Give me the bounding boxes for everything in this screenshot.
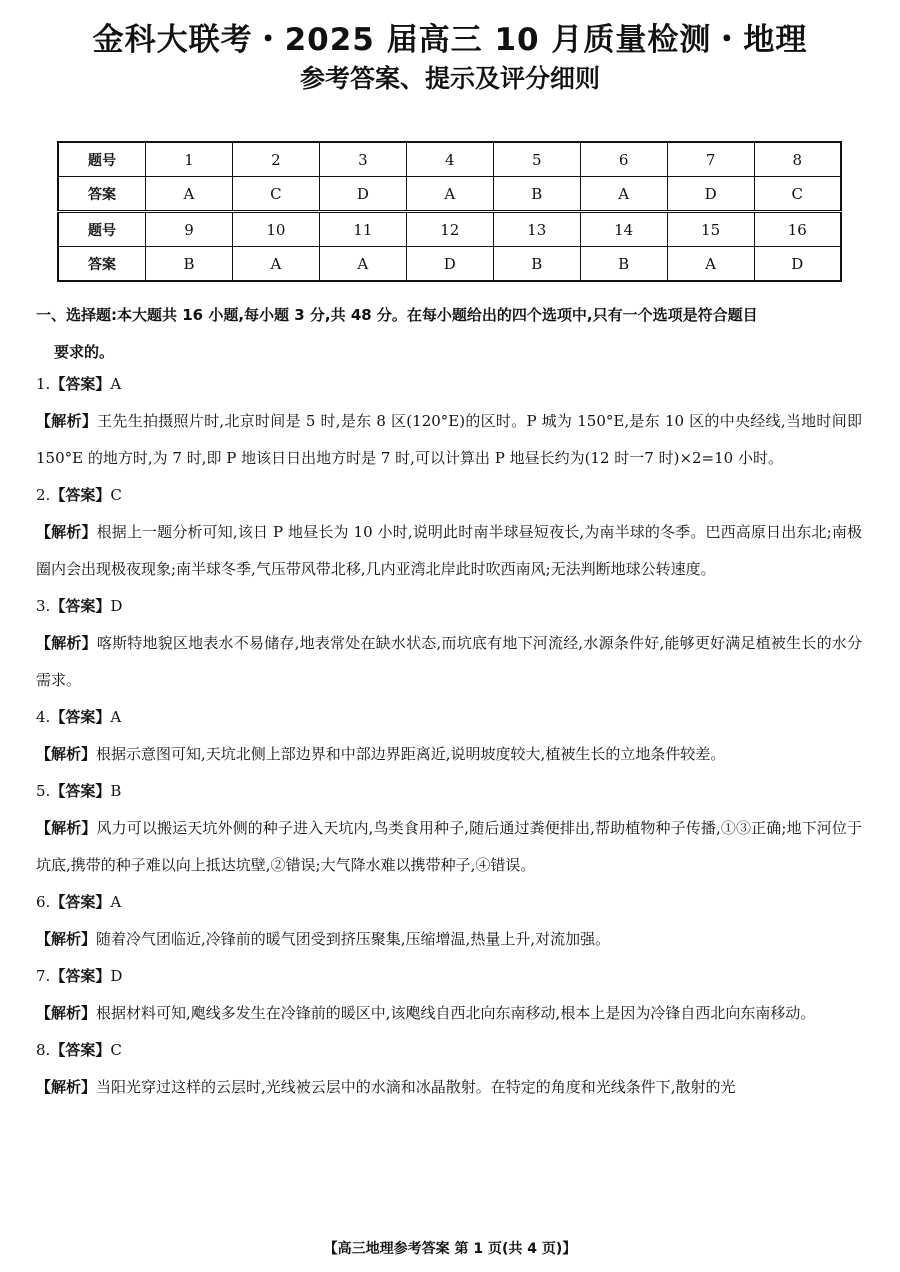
analysis-label: 【解析】 xyxy=(36,634,97,652)
table-cell: 12 xyxy=(406,212,493,247)
question-answer-line xyxy=(36,958,862,995)
analysis-text: 根据材料可知,飑线多发生在冷锋前的暖区中,该飑线自西北向东南移动,根本上是因为冷锋自西北向东南移动。 xyxy=(96,1004,816,1022)
answer-label: 【答案】 xyxy=(50,782,111,800)
answer-label: 【答案】 xyxy=(50,1041,111,1059)
table-cell: B xyxy=(146,247,233,282)
answer-value: D xyxy=(110,967,123,985)
analysis-label: 【解析】 xyxy=(36,745,97,763)
table-cell: A xyxy=(667,247,754,282)
table-row-numbers-2 xyxy=(58,212,841,247)
table-header-question: 题号 xyxy=(58,212,146,247)
page-footer: 【高三地理参考答案 第 1 页(共 4 页)】 xyxy=(323,1241,577,1257)
table-cell: A xyxy=(232,247,319,282)
answer-label: 【答案】 xyxy=(50,375,111,393)
analysis-paragraph xyxy=(36,403,862,477)
analysis-text: 当阳光穿过这样的云层时,光线被云层中的水滴和冰晶散射。在特定的角度和光线条件下,散射的光 xyxy=(96,1078,736,1096)
table-cell: 11 xyxy=(319,212,406,247)
analysis-paragraph xyxy=(36,625,862,699)
section-heading xyxy=(36,297,866,371)
answer-value: D xyxy=(110,597,123,615)
answer-label: 【答案】 xyxy=(50,597,111,615)
question-answer-line xyxy=(36,884,862,921)
table-header-question: 题号 xyxy=(58,142,146,177)
table-cell: 1 xyxy=(146,142,233,177)
analysis-paragraph xyxy=(36,736,862,773)
table-cell: 7 xyxy=(667,142,754,177)
table-cell: 15 xyxy=(667,212,754,247)
table-cell: 2 xyxy=(232,142,319,177)
question-answer-line xyxy=(36,699,862,736)
question-number: 6. xyxy=(36,893,51,911)
analysis-paragraph xyxy=(36,810,862,884)
analysis-paragraph xyxy=(36,514,862,588)
question-answer-line xyxy=(36,477,862,514)
question-answer-line xyxy=(36,366,862,403)
table-cell: 5 xyxy=(493,142,580,177)
section-heading-line2: 要求的。 xyxy=(54,343,115,361)
analysis-paragraph xyxy=(36,921,862,958)
answer-label: 【答案】 xyxy=(50,893,111,911)
analysis-label: 【解析】 xyxy=(36,523,97,541)
question-answer-line xyxy=(36,773,862,810)
question-number: 5. xyxy=(36,782,51,800)
table-cell: 4 xyxy=(406,142,493,177)
table-cell: 9 xyxy=(146,212,233,247)
table-cell: A xyxy=(319,247,406,282)
analysis-text: 风力可以搬运天坑外侧的种子进入天坑内,鸟类食用种子,随后通过粪便排出,帮助植物种子传播,①③正确;地下河位于坑底,携带的种子难以向上抵达坑壁,②错误;大气降水难以携带种子,④错误。 xyxy=(36,819,862,874)
table-cell: C xyxy=(754,177,841,212)
table-cell: A xyxy=(406,177,493,212)
table-header-answer: 答案 xyxy=(58,177,146,212)
table-cell: 8 xyxy=(754,142,841,177)
question-number: 1. xyxy=(36,375,51,393)
table-cell: 3 xyxy=(319,142,406,177)
question-number: 3. xyxy=(36,597,51,615)
table-row-numbers-1 xyxy=(58,142,841,177)
question-number: 8. xyxy=(36,1041,51,1059)
table-cell: A xyxy=(146,177,233,212)
table-cell: 10 xyxy=(232,212,319,247)
analysis-label: 【解析】 xyxy=(36,412,98,430)
table-cell: D xyxy=(319,177,406,212)
table-cell: A xyxy=(580,177,667,212)
table-cell: D xyxy=(667,177,754,212)
answer-value: A xyxy=(110,708,122,726)
answer-label: 【答案】 xyxy=(50,708,111,726)
analysis-text: 王先生拍摄照片时,北京时间是 5 时,是东 8 区(120°E)的区时。P 城为 150°E,是东 10 区的中央经线,当地时间即 150°E 的地方时,为 7 时,即 P 地该日日出地方时是 7 时,可以计算出 P 地昼长约为(12 时一7 时)×2=10 小时。 xyxy=(36,412,862,467)
table-row-answers-2 xyxy=(58,247,841,282)
answer-value: C xyxy=(110,486,122,504)
analysis-text: 根据上一题分析可知,该日 P 地昼长为 10 小时,说明此时南半球昼短夜长,为南半球的冬季。巴西高原日出东北;南极圈内会出现极夜现象;南半球冬季,气压带风带北移,几内亚湾北岸此时吹西南风;无法判断地球公转速度。 xyxy=(36,523,862,578)
answer-value: A xyxy=(110,375,122,393)
analysis-text: 随着冷气团临近,冷锋前的暖气团受到挤压聚集,压缩增温,热量上升,对流加强。 xyxy=(96,930,611,948)
analysis-label: 【解析】 xyxy=(36,1004,97,1022)
table-cell: B xyxy=(580,247,667,282)
table-cell: 16 xyxy=(754,212,841,247)
table-cell: D xyxy=(754,247,841,282)
answer-value: B xyxy=(110,782,122,800)
table-cell: 13 xyxy=(493,212,580,247)
table-cell: B xyxy=(493,177,580,212)
answer-label: 【答案】 xyxy=(50,486,111,504)
answer-table xyxy=(57,141,842,282)
answer-value: A xyxy=(110,893,122,911)
analysis-paragraph xyxy=(36,995,862,1032)
analysis-text: 根据示意图可知,天坑北侧上部边界和中部边界距离近,说明坡度较大,植被生长的立地条件较差。 xyxy=(96,745,726,763)
table-cell: 14 xyxy=(580,212,667,247)
table-row-answers-1 xyxy=(58,177,841,212)
table-cell: D xyxy=(406,247,493,282)
answer-label: 【答案】 xyxy=(50,967,111,985)
analysis-label: 【解析】 xyxy=(36,819,97,837)
analysis-text: 喀斯特地貌区地表水不易储存,地表常处在缺水状态,而坑底有地下河流经,水源条件好,能够更好满足植被生长的水分需求。 xyxy=(36,634,862,689)
table-header-answer: 答案 xyxy=(58,247,146,282)
analysis-label: 【解析】 xyxy=(36,930,97,948)
question-number: 4. xyxy=(36,708,51,726)
answer-value: C xyxy=(110,1041,122,1059)
analysis-label: 【解析】 xyxy=(36,1078,97,1096)
question-number: 7. xyxy=(36,967,51,985)
question-number: 2. xyxy=(36,486,51,504)
table-cell: B xyxy=(493,247,580,282)
question-answer-line xyxy=(36,1032,862,1069)
page-title: 金科大联考・2025 届高三 10 月质量检测・地理 xyxy=(92,22,808,58)
questions-body xyxy=(36,366,862,1106)
table-cell: 6 xyxy=(580,142,667,177)
section-heading-line1: 一、选择题:本大题共 16 小题,每小题 3 分,共 48 分。在每小题给出的四个选项中,只有一个选项是符合题目 xyxy=(36,306,758,324)
question-answer-line xyxy=(36,588,862,625)
page-subtitle: 参考答案、提示及评分细则 xyxy=(299,64,600,93)
analysis-paragraph xyxy=(36,1069,862,1106)
table-cell: C xyxy=(232,177,319,212)
